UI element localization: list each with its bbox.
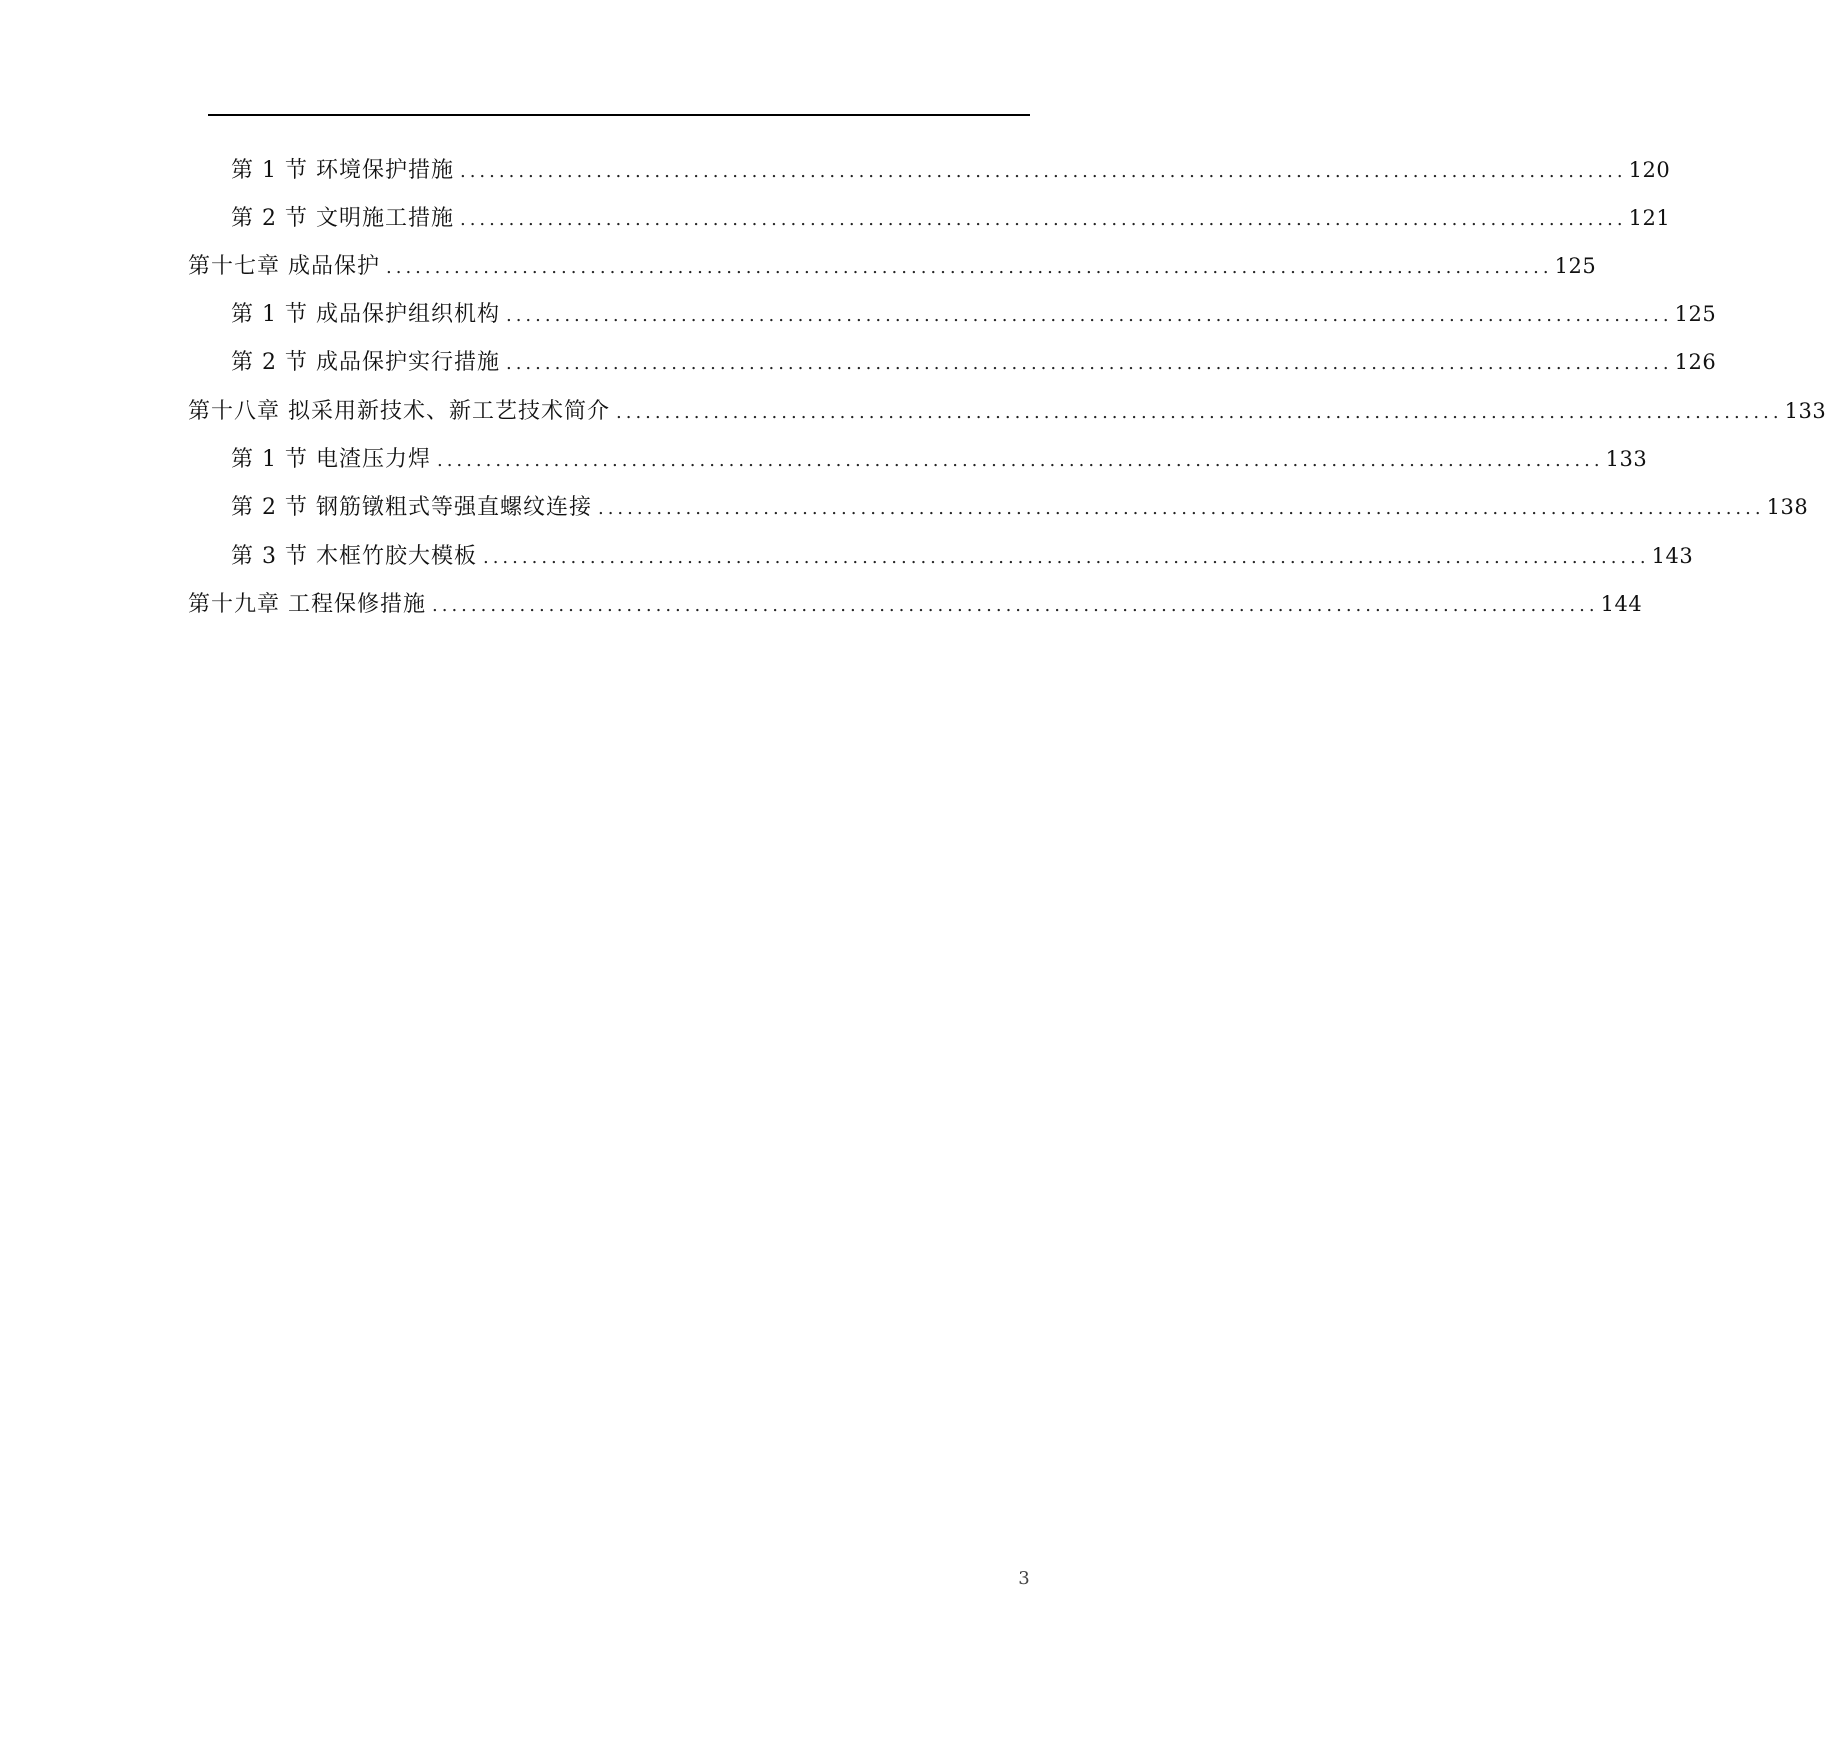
toc-entry-page: 125 [1554, 254, 1597, 278]
toc-entry-page: 144 [1600, 592, 1643, 616]
toc-entry[interactable] [188, 396, 1826, 428]
toc-entry[interactable] [231, 299, 1717, 331]
toc-entry-title: 第 2 节 文明施工措施 [231, 206, 454, 231]
toc-dot-leader: ........................................................................................................................ [459, 209, 1627, 230]
toc-entry[interactable] [231, 203, 1671, 235]
toc-entry-page: 120 [1628, 158, 1671, 182]
toc-entry-page: 143 [1651, 544, 1694, 568]
toc-dot-leader: ........................................................................................................................ [386, 257, 1553, 278]
toc-entry-title: 第十九章 工程保修措施 [188, 592, 426, 617]
toc-dot-leader: ........................................................................................................................ [459, 161, 1627, 182]
toc-entry[interactable] [231, 347, 1717, 379]
toc-entry[interactable] [188, 589, 1643, 621]
toc-entry-page: 121 [1628, 206, 1671, 230]
toc-entry-title: 第 2 节 成品保护实行措施 [231, 350, 500, 375]
toc-entry[interactable] [231, 492, 1809, 524]
header-rule [208, 114, 1030, 116]
toc-entry-title: 第十七章 成品保护 [188, 254, 380, 279]
toc-dot-leader: ........................................................................................................................ [616, 402, 1783, 423]
page-number: 3 [1018, 1568, 1030, 1589]
toc-entry-page: 138 [1766, 495, 1809, 519]
toc-entry-page: 126 [1674, 350, 1717, 374]
toc-dot-leader: ........................................................................................................................ [505, 305, 1673, 326]
toc-entry[interactable] [231, 155, 1671, 187]
toc-entry[interactable] [231, 541, 1694, 573]
toc-entry-title: 第 1 节 电渣压力焊 [231, 447, 431, 472]
toc-entry-title: 第 1 节 成品保护组织机构 [231, 302, 500, 327]
toc-dot-leader: ........................................................................................................................ [482, 547, 1650, 568]
toc-entry-title: 第 1 节 环境保护措施 [231, 158, 454, 183]
toc-dot-leader: ........................................................................................................................ [597, 498, 1765, 519]
toc-dot-leader: ........................................................................................................................ [436, 450, 1604, 471]
toc-entry[interactable] [231, 444, 1648, 476]
toc-entry-title: 第 3 节 木框竹胶大模板 [231, 544, 477, 569]
toc-entry-page: 125 [1674, 302, 1717, 326]
toc-dot-leader: ........................................................................................................................ [432, 595, 1599, 616]
toc-entry-page: 133 [1784, 399, 1826, 423]
toc-entry[interactable] [188, 251, 1597, 283]
toc-dot-leader: ........................................................................................................................ [505, 353, 1673, 374]
toc-entry-title: 第十八章 拟采用新技术、新工艺技术简介 [188, 399, 610, 424]
toc-entry-title: 第 2 节 钢筋镦粗式等强直螺纹连接 [231, 495, 592, 520]
toc-entry-page: 133 [1605, 447, 1648, 471]
